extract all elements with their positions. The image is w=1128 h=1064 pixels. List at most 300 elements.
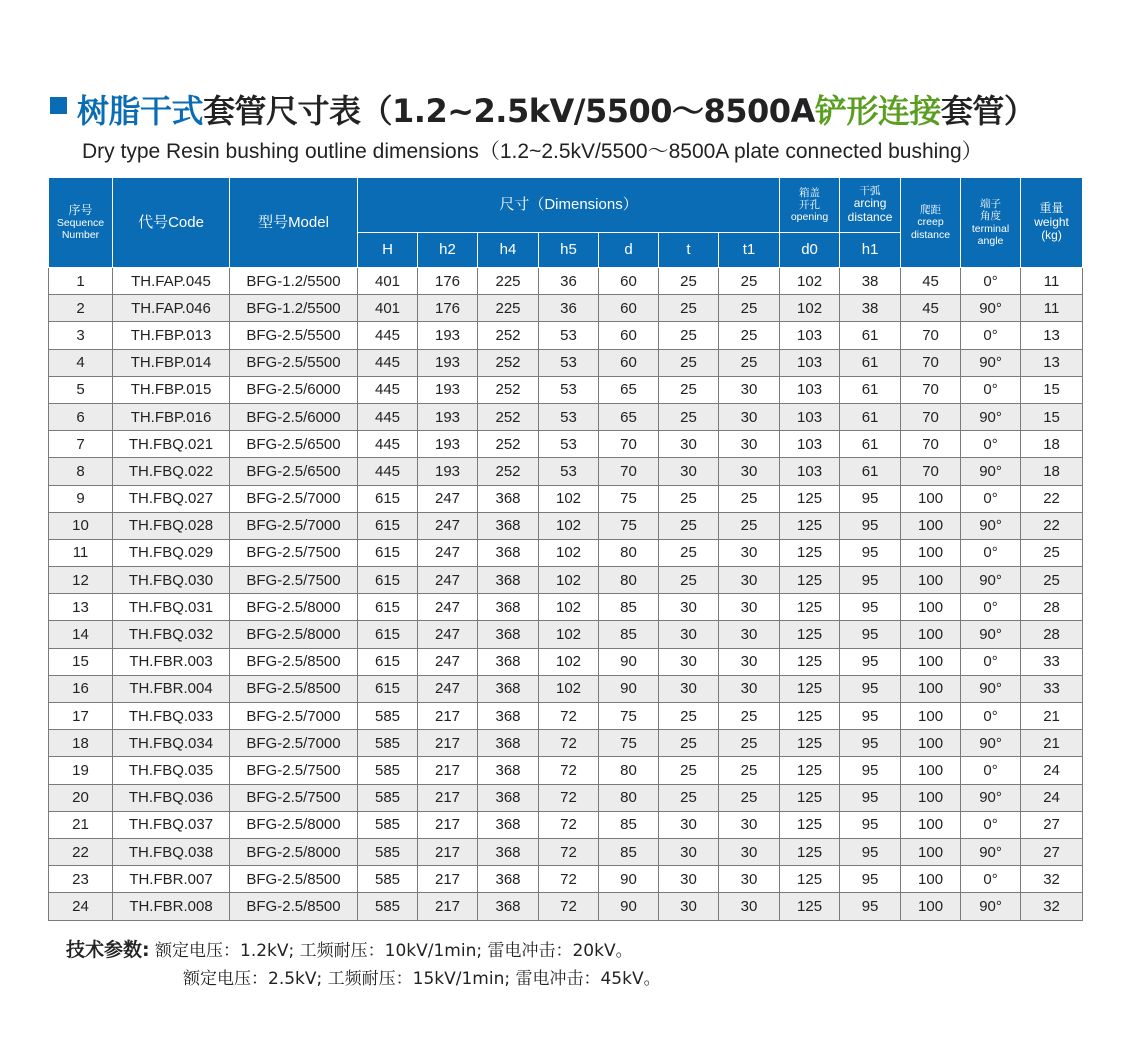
table-cell: 100	[901, 811, 961, 838]
table-cell: BFG-2.5/7500	[230, 757, 358, 784]
table-cell: 401	[358, 295, 418, 322]
table-cell: 30	[719, 675, 780, 702]
header-opening-zh1: 箱盖	[799, 186, 821, 199]
table-cell: 90°	[961, 349, 1021, 376]
subheader-t1: t1	[719, 233, 780, 268]
table-cell: 30	[719, 648, 780, 675]
table-cell: 125	[780, 811, 840, 838]
table-cell: 25	[659, 512, 719, 539]
table-cell: TH.FBQ.035	[113, 757, 230, 784]
table-cell: BFG-2.5/8500	[230, 675, 358, 702]
table-row	[49, 322, 1083, 349]
header-opening-en: opening	[790, 211, 829, 224]
table-cell: BFG-2.5/8000	[230, 621, 358, 648]
header-arcing-en2: distance	[847, 210, 893, 225]
table-cell: 368	[478, 675, 539, 702]
table-cell: 102	[780, 268, 840, 295]
table-cell: 90°	[961, 838, 1021, 865]
table-cell: TH.FBP.013	[113, 322, 230, 349]
table-cell: TH.FBQ.037	[113, 811, 230, 838]
table-row	[49, 648, 1083, 675]
table-cell: 90°	[961, 567, 1021, 594]
table-cell: 90°	[961, 675, 1021, 702]
title-part-3: 铲形连接	[814, 92, 941, 130]
table-cell: 252	[478, 403, 539, 430]
table-cell: 615	[358, 485, 418, 512]
table-cell: 4	[49, 349, 113, 376]
table-cell: 25	[719, 730, 780, 757]
table-cell: 90	[599, 648, 659, 675]
header-terminal	[961, 178, 1021, 268]
table-cell: 95	[840, 567, 901, 594]
header-dimensions: 尺寸（Dimensions）	[358, 178, 780, 233]
table-cell: 25	[659, 730, 719, 757]
table-cell: 100	[901, 675, 961, 702]
table-cell: 25	[659, 539, 719, 566]
table-cell: BFG-2.5/6500	[230, 458, 358, 485]
table-cell: 36	[539, 295, 599, 322]
table-cell: 30	[659, 893, 719, 920]
subheader-h5: h5	[539, 233, 599, 268]
table-cell: 80	[599, 757, 659, 784]
table-cell: 30	[719, 594, 780, 621]
table-cell: 445	[358, 458, 418, 485]
table-cell: 72	[539, 893, 599, 920]
table-cell: 615	[358, 675, 418, 702]
table-cell: 102	[539, 485, 599, 512]
header-weight	[1021, 178, 1083, 268]
header-opening	[780, 178, 840, 233]
table-row	[49, 730, 1083, 757]
table-cell: 30	[659, 866, 719, 893]
subheader-h2: h2	[418, 233, 478, 268]
table-cell: TH.FBR.007	[113, 866, 230, 893]
table-cell: 247	[418, 594, 478, 621]
table-cell: BFG-1.2/5500	[230, 295, 358, 322]
table-cell: BFG-2.5/7000	[230, 730, 358, 757]
table-cell: 100	[901, 539, 961, 566]
table-cell: 13	[1021, 349, 1083, 376]
subheader-h1: h1	[840, 233, 901, 268]
table-cell: 30	[719, 866, 780, 893]
table-cell: 368	[478, 730, 539, 757]
table-cell: 12	[49, 567, 113, 594]
table-row	[49, 403, 1083, 430]
table-cell: 90°	[961, 730, 1021, 757]
table-cell: 27	[1021, 838, 1083, 865]
table-cell: TH.FBQ.030	[113, 567, 230, 594]
table-cell: BFG-2.5/7500	[230, 567, 358, 594]
table-row	[49, 594, 1083, 621]
table-cell: 615	[358, 594, 418, 621]
table-cell: 53	[539, 322, 599, 349]
table-cell: 102	[539, 594, 599, 621]
table-cell: 75	[599, 512, 659, 539]
table-cell: 53	[539, 458, 599, 485]
table-cell: 90	[599, 675, 659, 702]
table-cell: 100	[901, 594, 961, 621]
table-cell: 368	[478, 784, 539, 811]
table-cell: 0°	[961, 594, 1021, 621]
table-cell: 368	[478, 512, 539, 539]
table-cell: 28	[1021, 594, 1083, 621]
table-cell: 25	[719, 757, 780, 784]
table-row	[49, 268, 1083, 295]
table-cell: 60	[599, 295, 659, 322]
subheader-H: H	[358, 233, 418, 268]
table-cell: 585	[358, 866, 418, 893]
table-cell: 252	[478, 431, 539, 458]
table-cell: 32	[1021, 893, 1083, 920]
table-cell: 70	[599, 458, 659, 485]
table-cell: 125	[780, 539, 840, 566]
table-cell: 13	[49, 594, 113, 621]
table-cell: 103	[780, 322, 840, 349]
table-cell: 0°	[961, 757, 1021, 784]
table-cell: 95	[840, 893, 901, 920]
table-cell: BFG-2.5/8500	[230, 648, 358, 675]
table-cell: 225	[478, 268, 539, 295]
table-cell: 368	[478, 866, 539, 893]
table-cell: 102	[780, 295, 840, 322]
table-cell: 25	[719, 295, 780, 322]
table-cell: 0°	[961, 539, 1021, 566]
table-row	[49, 295, 1083, 322]
table-cell: 30	[719, 621, 780, 648]
table-cell: 85	[599, 838, 659, 865]
table-cell: 6	[49, 403, 113, 430]
table-cell: 95	[840, 512, 901, 539]
title-part-2: 套管尺寸表（1.2~2.5kV/5500～8500A	[203, 92, 815, 130]
table-cell: 252	[478, 322, 539, 349]
table-cell: 217	[418, 730, 478, 757]
table-cell: 61	[840, 349, 901, 376]
table-cell: 125	[780, 784, 840, 811]
title-part-4: 套管）	[940, 92, 1036, 130]
subheader-h4: h4	[478, 233, 539, 268]
table-cell: 11	[1021, 268, 1083, 295]
table-cell: 25	[719, 268, 780, 295]
table-cell: 247	[418, 512, 478, 539]
table-cell: TH.FBR.008	[113, 893, 230, 920]
tech-params-line-1	[66, 936, 661, 965]
table-cell: 90	[599, 866, 659, 893]
table-cell: 25	[659, 485, 719, 512]
tech-params-text-1: 额定电压：1.2kV; 工频耐压：10kV/1min; 雷电冲击：20kV。	[155, 941, 633, 961]
table-cell: 125	[780, 485, 840, 512]
table-cell: 217	[418, 866, 478, 893]
table-cell: 125	[780, 648, 840, 675]
table-cell: 100	[901, 730, 961, 757]
table-row	[49, 675, 1083, 702]
table-cell: 72	[539, 811, 599, 838]
table-cell: 61	[840, 431, 901, 458]
table-cell: TH.FBQ.028	[113, 512, 230, 539]
table-cell: 103	[780, 403, 840, 430]
table-cell: 72	[539, 838, 599, 865]
table-cell: 18	[1021, 458, 1083, 485]
table-cell: TH.FBP.014	[113, 349, 230, 376]
table-cell: 0°	[961, 322, 1021, 349]
table-cell: 102	[539, 675, 599, 702]
table-cell: 30	[719, 431, 780, 458]
table-cell: 80	[599, 539, 659, 566]
table-cell: BFG-2.5/5500	[230, 349, 358, 376]
table-cell: 585	[358, 838, 418, 865]
table-cell: 72	[539, 866, 599, 893]
table-cell: 90	[599, 893, 659, 920]
table-cell: 176	[418, 295, 478, 322]
table-cell: 11	[1021, 295, 1083, 322]
page-title	[50, 86, 1110, 136]
table-cell: 95	[840, 784, 901, 811]
table-cell: 125	[780, 757, 840, 784]
table-cell: 21	[49, 811, 113, 838]
table-cell: 25	[659, 784, 719, 811]
table-cell: 193	[418, 349, 478, 376]
table-cell: 75	[599, 730, 659, 757]
table-cell: 102	[539, 539, 599, 566]
table-cell: 1	[49, 268, 113, 295]
table-cell: 193	[418, 431, 478, 458]
table-cell: 0°	[961, 376, 1021, 403]
table-cell: 193	[418, 322, 478, 349]
table-cell: 615	[358, 539, 418, 566]
table-cell: 30	[719, 893, 780, 920]
header-terminal-zh1: 端子	[980, 198, 1002, 211]
table-cell: 615	[358, 512, 418, 539]
header-creep-en1: creep	[917, 216, 944, 229]
table-cell: 100	[901, 784, 961, 811]
table-cell: BFG-2.5/8500	[230, 893, 358, 920]
table-cell: 60	[599, 322, 659, 349]
table-row	[49, 458, 1083, 485]
table-cell: 0°	[961, 811, 1021, 838]
table-cell: BFG-2.5/6500	[230, 431, 358, 458]
table-cell: 125	[780, 703, 840, 730]
table-cell: 90°	[961, 784, 1021, 811]
table-cell: 28	[1021, 621, 1083, 648]
table-cell: 103	[780, 458, 840, 485]
table-cell: 368	[478, 539, 539, 566]
table-cell: 25	[659, 349, 719, 376]
header-model: 型号Model	[230, 178, 358, 268]
table-cell: 25	[1021, 539, 1083, 566]
table-cell: 60	[599, 268, 659, 295]
table-cell: 95	[840, 621, 901, 648]
table-cell: 25	[1021, 567, 1083, 594]
table-cell: 100	[901, 893, 961, 920]
table-cell: 65	[599, 403, 659, 430]
table-cell: 95	[840, 539, 901, 566]
table-cell: 19	[49, 757, 113, 784]
table-cell: 72	[539, 784, 599, 811]
tech-params-line-2	[66, 965, 661, 993]
table-cell: 247	[418, 539, 478, 566]
technical-parameters	[66, 936, 661, 993]
table-cell: 176	[418, 268, 478, 295]
header-seq-en1: Sequence	[56, 217, 105, 230]
table-cell: TH.FBR.004	[113, 675, 230, 702]
table-row	[49, 431, 1083, 458]
table-cell: 95	[840, 838, 901, 865]
table-cell: 38	[840, 268, 901, 295]
table-cell: 25	[659, 757, 719, 784]
table-cell: 368	[478, 648, 539, 675]
table-cell: 95	[840, 866, 901, 893]
table-cell: 103	[780, 349, 840, 376]
table-cell: 72	[539, 730, 599, 757]
table-cell: 615	[358, 648, 418, 675]
table-cell: 45	[901, 268, 961, 295]
table-cell: 15	[1021, 403, 1083, 430]
table-cell: 585	[358, 703, 418, 730]
table-cell: 193	[418, 458, 478, 485]
table-cell: BFG-2.5/6000	[230, 403, 358, 430]
table-cell: 70	[901, 349, 961, 376]
table-cell: 102	[539, 512, 599, 539]
table-cell: 70	[901, 431, 961, 458]
table-cell: 10	[49, 512, 113, 539]
header-weight-en: weight	[1034, 214, 1069, 229]
table-cell: BFG-2.5/5500	[230, 322, 358, 349]
table-cell: 585	[358, 893, 418, 920]
header-terminal-zh2: 角度	[980, 210, 1002, 223]
table-cell: 72	[539, 757, 599, 784]
table-cell: 30	[719, 403, 780, 430]
table-cell: BFG-2.5/7000	[230, 703, 358, 730]
table-cell: 22	[1021, 485, 1083, 512]
table-cell: 85	[599, 621, 659, 648]
subheader-d: d	[599, 233, 659, 268]
table-cell: 102	[539, 567, 599, 594]
table-row	[49, 349, 1083, 376]
header-arcing-zh: 干弧	[859, 185, 881, 198]
table-cell: 100	[901, 621, 961, 648]
table-row	[49, 811, 1083, 838]
table-cell: 125	[780, 730, 840, 757]
table-cell: 15	[49, 648, 113, 675]
table-cell: TH.FBQ.027	[113, 485, 230, 512]
table-cell: 90°	[961, 403, 1021, 430]
table-cell: 53	[539, 403, 599, 430]
table-cell: 25	[719, 512, 780, 539]
table-row	[49, 567, 1083, 594]
header-seq-zh: 序号	[68, 202, 93, 217]
table-cell: 585	[358, 730, 418, 757]
table-cell: 401	[358, 268, 418, 295]
table-row	[49, 621, 1083, 648]
table-cell: 25	[719, 485, 780, 512]
table-cell: BFG-2.5/7500	[230, 539, 358, 566]
table-cell: 217	[418, 811, 478, 838]
table-cell: 85	[599, 594, 659, 621]
header-creep	[901, 178, 961, 268]
table-row	[49, 784, 1083, 811]
header-arcing-en1: arcing	[853, 196, 887, 211]
table-cell: 368	[478, 621, 539, 648]
table-cell: BFG-2.5/8000	[230, 811, 358, 838]
table-cell: 23	[49, 866, 113, 893]
table-cell: 100	[901, 703, 961, 730]
table-cell: 72	[539, 703, 599, 730]
table-cell: TH.FBQ.022	[113, 458, 230, 485]
table-cell: 445	[358, 431, 418, 458]
tech-params-text-2: 额定电压：2.5kV; 工频耐压：15kV/1min; 雷电冲击：45kV。	[183, 969, 661, 989]
table-cell: 70	[901, 322, 961, 349]
table-cell: 125	[780, 893, 840, 920]
table-cell: 53	[539, 349, 599, 376]
table-cell: 252	[478, 349, 539, 376]
table-cell: 90°	[961, 621, 1021, 648]
header-weight-unit: (kg)	[1041, 228, 1062, 243]
table-cell: TH.FAP.045	[113, 268, 230, 295]
table-cell: 25	[659, 322, 719, 349]
table-cell: 17	[49, 703, 113, 730]
table-cell: 103	[780, 431, 840, 458]
table-cell: 90°	[961, 458, 1021, 485]
table-cell: 125	[780, 594, 840, 621]
table-cell: BFG-2.5/6000	[230, 376, 358, 403]
table-cell: 33	[1021, 675, 1083, 702]
table-cell: 22	[49, 838, 113, 865]
table-cell: 445	[358, 349, 418, 376]
table-cell: 125	[780, 621, 840, 648]
table-cell: 25	[719, 784, 780, 811]
table-cell: BFG-2.5/7500	[230, 784, 358, 811]
table-cell: 125	[780, 512, 840, 539]
table-cell: 85	[599, 811, 659, 838]
table-cell: 100	[901, 512, 961, 539]
table-cell: BFG-1.2/5500	[230, 268, 358, 295]
table-cell: 20	[49, 784, 113, 811]
header-creep-en2: distance	[910, 228, 951, 241]
table-cell: 24	[49, 893, 113, 920]
table-row	[49, 539, 1083, 566]
table-cell: 80	[599, 567, 659, 594]
table-cell: 30	[719, 811, 780, 838]
table-cell: 193	[418, 403, 478, 430]
table-cell: 30	[719, 458, 780, 485]
table-cell: 247	[418, 485, 478, 512]
table-cell: 95	[840, 485, 901, 512]
table-cell: 36	[539, 268, 599, 295]
table-cell: 225	[478, 295, 539, 322]
table-cell: 25	[659, 376, 719, 403]
table-cell: 100	[901, 567, 961, 594]
table-cell: 75	[599, 703, 659, 730]
table-row	[49, 485, 1083, 512]
table-cell: 25	[659, 703, 719, 730]
dimensions-table	[48, 177, 1083, 921]
table-cell: 95	[840, 703, 901, 730]
table-cell: 90°	[961, 893, 1021, 920]
table-cell: 100	[901, 485, 961, 512]
table-cell: TH.FBP.015	[113, 376, 230, 403]
table-cell: 13	[1021, 322, 1083, 349]
table-cell: 32	[1021, 866, 1083, 893]
table-cell: 15	[1021, 376, 1083, 403]
table-cell: 368	[478, 485, 539, 512]
table-cell: 368	[478, 893, 539, 920]
table-row	[49, 703, 1083, 730]
table-cell: 61	[840, 322, 901, 349]
table-cell: 30	[719, 567, 780, 594]
table-cell: 95	[840, 648, 901, 675]
table-cell: BFG-2.5/8000	[230, 838, 358, 865]
table-cell: 25	[659, 403, 719, 430]
table-cell: 217	[418, 703, 478, 730]
